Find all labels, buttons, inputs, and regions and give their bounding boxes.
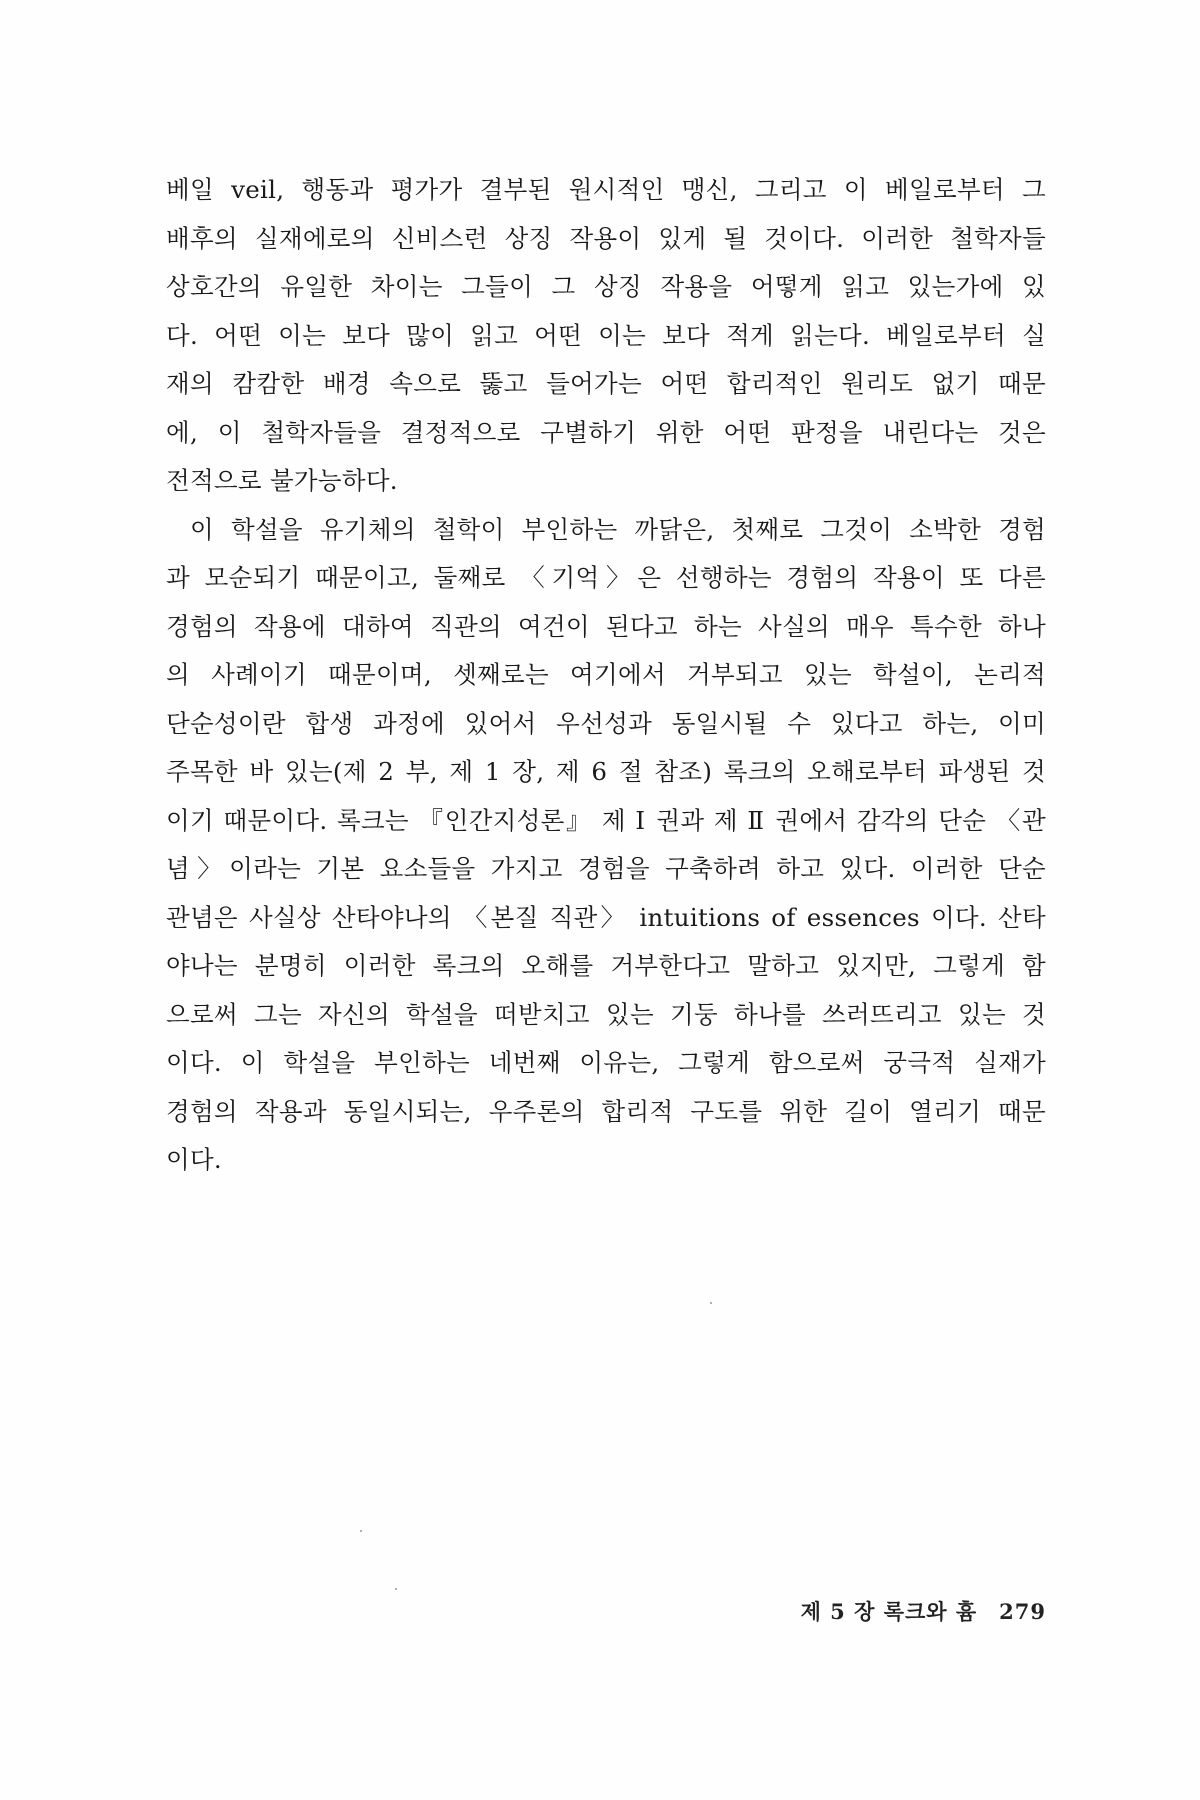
text-line: 경험의 작용과 동일시되는, 우주론의 합리적 구도를 위한 길이 열리기 때문	[166, 1096, 1046, 1126]
page-number: 279	[999, 1598, 1046, 1624]
text-line: 주목한 바 있는(제 2 부, 제 1 장, 제 6 절 참조) 록크의 오해로부터 파생된 것	[166, 757, 1046, 786]
text-line: 이다.	[166, 1145, 223, 1174]
text-line: 단순성이란 합생 과정에 있어서 우선성과 동일시될 수 있다고 하는, 이미	[166, 708, 1046, 738]
text-line: 의 사례이기 때문이며, 셋째로는 여기에서 거부되고 있는 학설이, 논리적	[166, 660, 1046, 689]
text-line: 상호간의 유일한 차이는 그들이 그 상징 작용을 어떻게 읽고 있는가에 있	[166, 272, 1046, 301]
text-line: 전적으로 불가능하다.	[166, 466, 398, 495]
text-line: 베일 veil, 행동과 평가가 결부된 원시적인 맹신, 그리고 이 베일로부터 그	[166, 175, 1046, 204]
scan-speck	[710, 1302, 712, 1304]
scan-speck	[360, 1530, 362, 1532]
text-line: 이다. 이 학설을 부인하는 네번째 이유는, 그렇게 함으로써 궁극적 실재가	[166, 1048, 1046, 1077]
text-line: 재의 캄캄한 배경 속으로 뚫고 들어가는 어떤 합리적인 원리도 없기 때문	[166, 369, 1046, 398]
body-text	[166, 166, 1046, 1185]
text-line: 으로써 그는 자신의 학설을 떠받치고 있는 기둥 하나를 쓰러뜨리고 있는 것	[166, 999, 1046, 1029]
paragraph-1	[166, 166, 1046, 506]
text-line: 경험의 작용에 대하여 직관의 여건이 된다고 하는 사실의 매우 특수한 하나	[166, 611, 1046, 641]
running-head: 제 5 장 록크와 흄	[800, 1599, 978, 1624]
text-line: 관념은 사실상 산타야나의 〈본질 직관〉 intuitions of essences 이다. 산타	[166, 902, 1046, 932]
text-line: 이기 때문이다. 록크는 『인간지성론』 제 Ⅰ 권과 제 Ⅱ 권에서 감각의 단순 〈관	[166, 805, 1046, 835]
text-line: 과 모순되기 때문이고, 둘째로 〈기억〉은 선행하는 경험의 작용이 또 다른	[166, 563, 1046, 592]
text-line: 배후의 실재에로의 신비스런 상징 작용이 있게 될 것이다. 이러한 철학자들	[166, 223, 1046, 253]
paragraph-2	[166, 506, 1046, 1185]
text-line: 이 학설을 유기체의 철학이 부인하는 까닭은, 첫째로 그것이 소박한 경험	[190, 514, 1046, 544]
text-line: 다. 어떤 이는 보다 많이 읽고 어떤 이는 보다 적게 읽는다. 베일로부터 실	[166, 320, 1046, 350]
scan-speck	[395, 1588, 397, 1590]
text-line: 에, 이 철학자들을 결정적으로 구별하기 위한 어떤 판정을 내린다는 것은	[166, 417, 1046, 447]
text-line: 야나는 분명히 이러한 록크의 오해를 거부한다고 말하고 있지만, 그렇게 함	[166, 951, 1046, 980]
page-footer	[740, 1593, 1046, 1629]
text-line: 념〉이라는 기본 요소들을 가지고 경험을 구축하려 하고 있다. 이러한 단순	[166, 854, 1046, 883]
